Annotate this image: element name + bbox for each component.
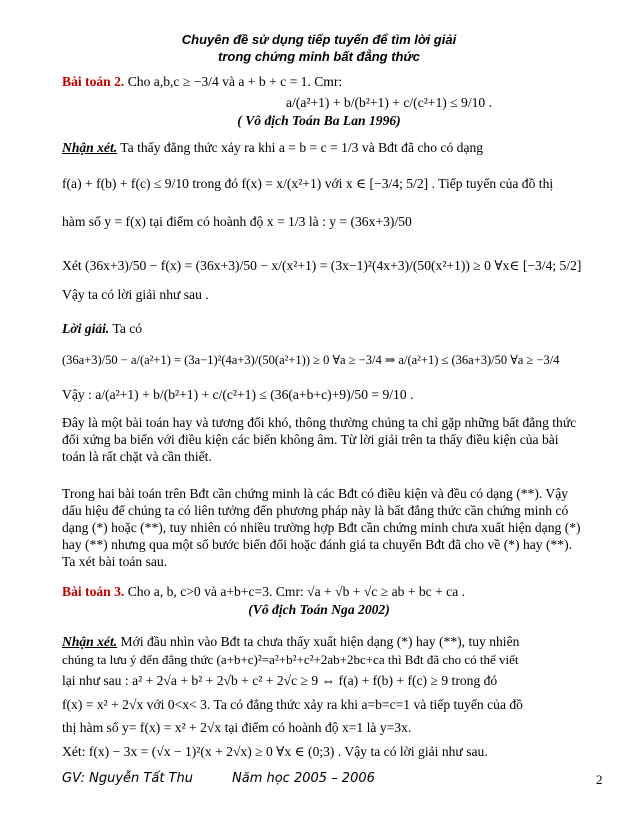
remark-3-line-1 [62,634,519,650]
remark-3-line-6 [62,744,488,760]
header-line-2: trong chứng minh bất đẳng thức [218,49,420,64]
remark-text: hàm số [62,214,101,229]
remark-text: thị hàm số y= [62,720,137,735]
remark-2-line-2 [62,176,553,192]
solution-2-paragraph-1: Đây là một bài toán hay và tương đối khó, thông thường chúng ta chỉ gặp những bất đẳng thức đối xứng ba biến với điều kiện các biến không âm. Từ lời giải trên ta thấy điều kiện của bài toán là rất chặt và cần thiết. [62,415,577,464]
remark-text: với 0<x< 3. Ta có đẳng thức xảy ra khi a=b=c=1 và tiếp tuyến của đồ [146,697,523,712]
remark-2-line-4 [62,258,581,274]
problem-2 [62,74,342,90]
problem-3-text: Cho a, b, c>0 và a+b+c=3. Cmr: [127,584,304,599]
solution-2-paragraph-2: Trong hai bài toán trên Bđt cần chứng minh là các Bđt có điều kiện và đều có dạng (**). Vậy dấu hiệu để chúng ta có liên tưởng đến phương pháp này là bất đẳng thức cần chứng minh có dạng (*) hoặc (**), tuy nhiên có nhiều trường hợp Bđt cần chứng minh chưa xuất hiện dạng (*) hay (**) nhưng qua một số bước biến đổi hoặc đánh giá ta chuyển Bđt đã cho về (*) hay (**). Ta xét bài toán sau. [62,486,581,569]
problem-3-label: Bài toán 3. [62,584,125,599]
remark-text: Ta thấy đẳng thức xảy ra khi a = b = c = [120,140,338,155]
problem-2-text: Cho a,b,c ≥ −3/4 và a + b + c = 1. Cmr: [127,74,343,89]
formula: f(x) − 3x = (√x − 1)²(x + 2√x) ≥ 0 ∀x ∈ (0;3) [88,744,335,759]
remark-text: . Tiếp tuyến của đồ thị [431,176,554,191]
header-line-1: Chuyên đề sử dụng tiếp tuyến để tìm lời giải [181,32,457,47]
solution-label: Lời giải. [62,321,110,336]
page-number: 2 [596,772,603,787]
remark-text: . Vậy ta có lời giải như sau. [337,744,488,759]
problem-2-label: Bài toán 2. [62,74,125,89]
formula: a/(a²+1) + b/(b²+1) + c/(c²+1) ≤ (36(a+b+c)+9)/50 = 9/10 . [95,387,414,402]
solution-2-formula-1: (36a+3)/50 − a/(a²+1) = (3a−1)²(4a+3)/(50(a²+1)) ≥ 0 ∀a ≥ −3/4 ⇒ a/(a²+1) ≤ (36a+3)/50 ∀a ≥ −3/4 [62,353,560,367]
solution-text: Vậy : [62,387,92,402]
remark-text: là : [308,214,326,229]
problem-3-inequality: √a + √b + √c ≥ ab + bc + ca . [307,584,466,599]
page-footer [62,771,582,786]
remark-3-line-5 [62,720,411,736]
remark-3-line-4 [62,697,523,713]
remark-2-line-3 [62,214,412,230]
formula: f(a) + f(b) + f(c) ≤ 9/10 [62,176,189,191]
solution-2-intro [62,321,142,337]
footer-author: GV: Nguyễn Tất Thu [62,771,193,786]
formula: f(x) = x/(x²+1) [241,176,322,191]
formula: f(x) = x² + 2√x [62,697,144,712]
problem-3-source: (Vô địch Toán Nga 2002) [248,602,390,617]
remark-text: tại điểm có hoành độ [149,214,264,229]
formula: x ∈ [−3/4; 5/2] [345,176,429,191]
remark-3-line-3 [62,673,497,689]
solution-2-formula-2 [62,387,413,403]
formula: a² + 2√a + b² + 2√b + c² + 2√c ≥ 9 ⇔ f(a) + f(b) + f(c) ≥ 9 [132,673,449,688]
formula: f(x) = x² + 2√x [139,720,222,735]
remark-fraction: 1/3 [341,140,359,155]
formula: y = (36x+3)/50 [329,214,412,229]
remark-label: Nhận xét. [62,634,118,649]
remark-text: Mới đầu nhìn vào Bđt ta chưa thấy xuất hiện dạng (*) hay (**), tuy nhiên [120,634,520,649]
remark-text: và Bđt đã cho có dạng [361,140,484,155]
formula: (36x+3)/50 − f(x) = (36x+3)/50 − x/(x²+1) = (3x−1)²(4x+3)/(50(x²+1)) ≥ 0 ∀x∈ [−3/4; 5/2] [85,258,582,273]
problem-3 [62,584,465,600]
footer-year: Năm học 2005 – 2006 [232,771,375,786]
remark-text: Xét [62,258,82,273]
remark-2-line-5: Vậy ta có lời giải như sau . [62,287,209,302]
remark-text: tại điểm có hoành độ x=1 là y=3x. [224,720,412,735]
remark-3-line-2: chúng ta lưu ý đến đẳng thức (a+b+c)²=a²+b²+c²+2ab+2bc+ca thì Bđt đã cho có thể viết [62,652,519,667]
remark-label: Nhận xét. [62,140,118,155]
problem-2-inequality: a/(a²+1) + b/(b²+1) + c/(c²+1) ≤ 9/10 . [286,95,492,110]
formula: x = 1/3 [266,214,306,229]
problem-2-source: ( Vô địch Toán Ba Lan 1996) [237,113,401,128]
remark-text: trong đó [451,673,498,688]
formula: y = f(x) [104,214,146,229]
remark-text: với [324,176,343,191]
remark-text: trong đó [192,176,239,191]
remark-2-line-1 [62,140,483,156]
remark-text: Xét: [62,744,86,759]
solution-text: Ta có [112,321,143,336]
remark-text: lại như sau : [62,673,129,688]
